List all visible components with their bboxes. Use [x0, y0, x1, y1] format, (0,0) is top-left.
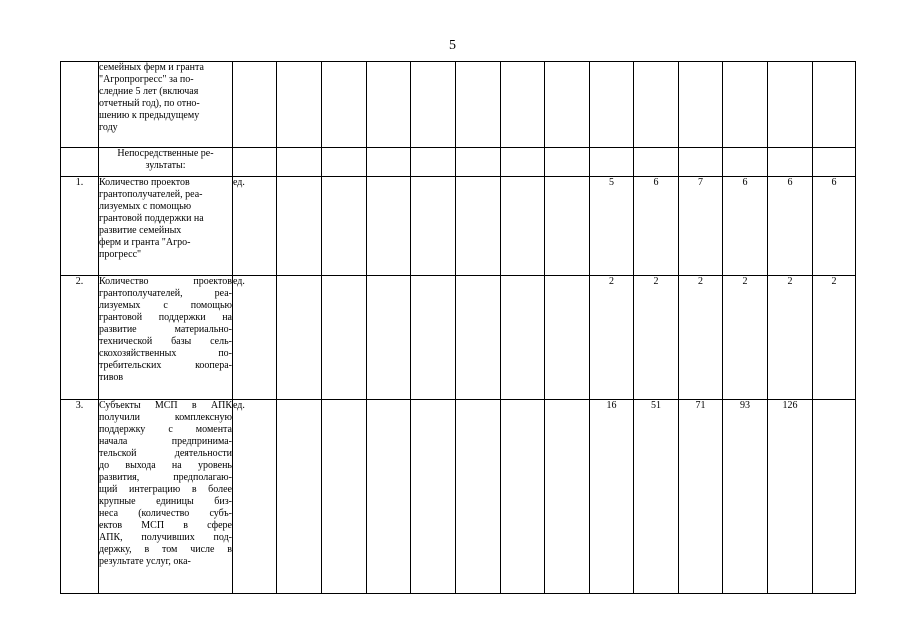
value-cell [634, 148, 679, 177]
value-cell: 2 [634, 276, 679, 400]
text-line: Субъекты МСП в АПК [99, 400, 232, 411]
text-line: до выхода на уровень [99, 460, 232, 471]
value-cell: 7 [679, 177, 723, 276]
indicators-table [60, 61, 856, 594]
value-cell [367, 148, 411, 177]
value-cell [679, 148, 723, 177]
table-row [61, 177, 856, 276]
unit-cell [233, 148, 277, 177]
value-cell: 5 [590, 177, 634, 276]
value-cell [277, 177, 322, 276]
value-cell [768, 62, 813, 148]
value-cell [768, 148, 813, 177]
value-cell: 6 [723, 177, 768, 276]
value-cell [634, 62, 679, 148]
value-cell: 16 [590, 400, 634, 594]
value-cell [322, 276, 367, 400]
value-cell [679, 62, 723, 148]
value-cell [277, 276, 322, 400]
text-line: ферм и гранта "Агро- [99, 237, 191, 248]
value-cell: 51 [634, 400, 679, 594]
text-line: АПК, получивших под- [99, 532, 232, 543]
table-row [61, 276, 856, 400]
value-cell: 6 [813, 177, 856, 276]
value-cell [501, 62, 545, 148]
text-line: ектов МСП в сфере [99, 520, 232, 531]
value-cell [322, 400, 367, 594]
value-cell: 2 [679, 276, 723, 400]
row-number-cell [61, 148, 99, 177]
text-line: начала предпринима- [99, 436, 232, 447]
value-cell [277, 400, 322, 594]
text-line: "Агропрогресс" за по- [99, 74, 194, 85]
value-cell: 93 [723, 400, 768, 594]
text-line: году [99, 122, 118, 133]
value-cell [501, 177, 545, 276]
indicator-name-cell [99, 276, 233, 400]
value-cell [813, 62, 856, 148]
value-cell [590, 148, 634, 177]
indicator-name-cell [99, 400, 233, 594]
value-cell [456, 177, 501, 276]
value-cell [456, 276, 501, 400]
text-line: неса (количество субъ- [99, 508, 232, 519]
text-line: грантополучателей, реа- [99, 288, 232, 299]
text-line: держку, в том числе в [99, 544, 232, 555]
value-cell: 6 [634, 177, 679, 276]
text-line: требительских коопера- [99, 360, 232, 371]
value-cell [277, 62, 322, 148]
text-line: лизуемых с помощью [99, 201, 192, 212]
section-title-cell [99, 148, 233, 177]
value-cell [501, 148, 545, 177]
text-line: получили комплексную [99, 412, 232, 423]
value-cell [501, 400, 545, 594]
value-cell [411, 177, 456, 276]
text-line: крупные единицы биз- [99, 496, 232, 507]
table-row [61, 62, 856, 148]
value-cell: 2 [813, 276, 856, 400]
text-line: тельской деятельности [99, 448, 232, 459]
value-cell [590, 62, 634, 148]
value-cell [545, 177, 590, 276]
row-number-cell: 3. [61, 400, 99, 594]
text-line: технической базы сель- [99, 336, 232, 347]
value-cell [813, 400, 856, 594]
value-cell [456, 148, 501, 177]
value-cell [411, 400, 456, 594]
value-cell: 6 [768, 177, 813, 276]
row-number-cell: 1. [61, 177, 99, 276]
text-line: зультаты: [145, 160, 186, 171]
value-cell [545, 148, 590, 177]
unit-cell: ед. [233, 400, 277, 594]
text-line: семейных ферм и гранта [99, 62, 204, 73]
value-cell [322, 62, 367, 148]
table-row [61, 400, 856, 594]
text-line: отчетный год), по отно- [99, 98, 200, 109]
value-cell [813, 148, 856, 177]
value-cell [367, 62, 411, 148]
value-cell [545, 62, 590, 148]
unit-cell [233, 62, 277, 148]
value-cell [456, 400, 501, 594]
text-line: развития, предполагаю- [99, 472, 232, 483]
text-line: следние 5 лет (включая [99, 86, 199, 97]
text-line: Непосредственные ре- [117, 148, 214, 159]
value-cell: 126 [768, 400, 813, 594]
text-line: Количество проектов [99, 177, 190, 188]
text-line: щий интеграцию в более [99, 484, 232, 495]
text-line: грантовой поддержки на [99, 213, 204, 224]
value-cell [367, 400, 411, 594]
section-row [61, 148, 856, 177]
value-cell [545, 400, 590, 594]
value-cell [322, 177, 367, 276]
value-cell: 2 [723, 276, 768, 400]
text-line: тивов [99, 372, 124, 383]
value-cell: 2 [768, 276, 813, 400]
text-line: грантовой поддержки на [99, 312, 232, 323]
value-cell [277, 148, 322, 177]
text-line: шению к предыдущему [99, 110, 200, 121]
value-cell [723, 62, 768, 148]
value-cell [411, 276, 456, 400]
value-cell: 71 [679, 400, 723, 594]
value-cell [367, 177, 411, 276]
text-line: поддержку с момента [99, 424, 232, 435]
text-line: скохозяйственных по- [99, 348, 232, 359]
text-line: развитие семейных [99, 225, 182, 236]
text-line: развитие материально- [99, 324, 232, 335]
text-line: лизуемых с помощью [99, 300, 232, 311]
value-cell [545, 276, 590, 400]
value-cell [723, 148, 768, 177]
value-cell [367, 276, 411, 400]
unit-cell: ед. [233, 177, 277, 276]
page-number: 5 [449, 38, 456, 53]
value-cell [411, 62, 456, 148]
value-cell [411, 148, 456, 177]
value-cell: 2 [590, 276, 634, 400]
text-line: результате услуг, ока- [99, 556, 191, 567]
indicator-name-cell [99, 177, 233, 276]
value-cell [501, 276, 545, 400]
text-line: Количество проектов [99, 276, 232, 287]
text-line: прогресс" [99, 249, 142, 260]
text-line: грантополучателей, реа- [99, 189, 203, 200]
value-cell [456, 62, 501, 148]
indicator-name-cell [99, 62, 233, 148]
unit-cell: ед. [233, 276, 277, 400]
row-number-cell: 2. [61, 276, 99, 400]
value-cell [322, 148, 367, 177]
row-number-cell [61, 62, 99, 148]
